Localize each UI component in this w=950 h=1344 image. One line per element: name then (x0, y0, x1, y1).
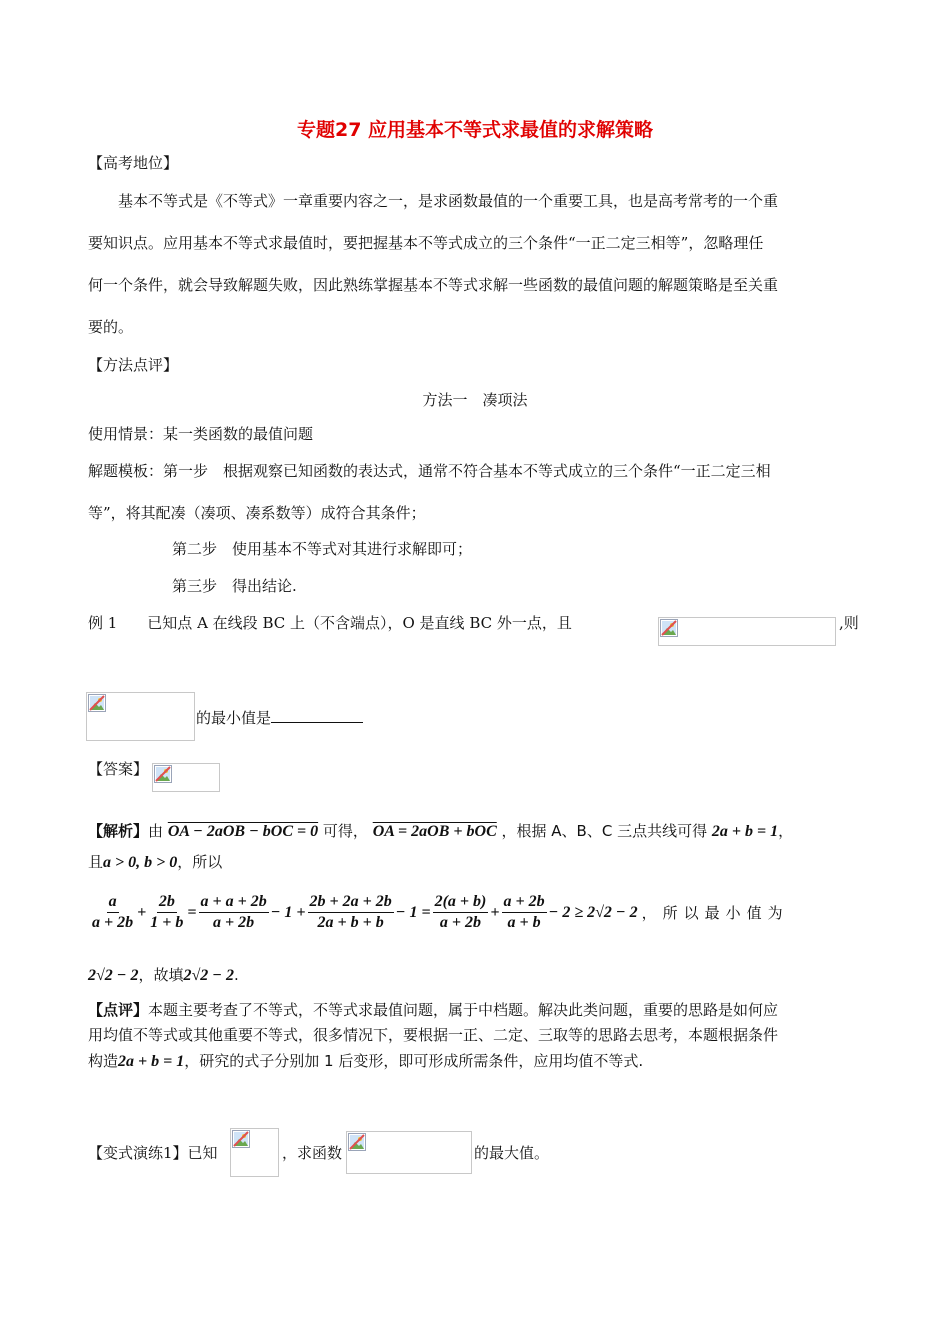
fraction: $\frac{a + a + 2b}{a + 2b}$ (200, 893, 267, 931)
analysis-result (88, 965, 239, 986)
paragraph-line: 基本不等式是《不等式》一章重要内容之一，是求函数最值的一个重要工具，也是高考常考的一个重 (118, 192, 779, 210)
page-title: 专题27 应用基本不等式求最值的求解策略 (296, 119, 654, 141)
answer-blank (271, 707, 363, 723)
example-question (196, 707, 363, 728)
fraction: $\frac{2b}{1 + b}$ (150, 893, 184, 931)
min-value: 2√2 − 2 (88, 967, 139, 984)
section-heading-method: 【方法点评】 (88, 356, 179, 374)
fraction: $\frac{a + 2b}{a + b}$ (503, 893, 545, 931)
analysis-derivation: $\frac{a}{a + 2b}$ + $\frac{2b}{1 + b}$ = $\frac{a + a + 2b}{a + 2b}$ − 1 + $\frac{2b + 2a + 2b}{2a + b + b}$ − 1 = $\frac{2(a + b)}{a + 2b}$ + $\frac{a + 2b}{a + b}$ − 2 ≥ 2√2 − 2 ，所以最小值为 (92, 893, 789, 931)
variant-mid: ，求函数 (282, 1144, 343, 1162)
comment-label: 【点评】 (88, 1001, 149, 1019)
answer-image (152, 763, 220, 792)
text: ， (778, 822, 794, 840)
comment-line-3: 构造2a + b = 1，研究的式子分别加 1 后变形，即可形成所需条件，应用均值不等式. (88, 1052, 644, 1070)
broken-image-icon (232, 1130, 250, 1148)
vector-equation: OA − 2aOB − bOC = 0 (167, 823, 319, 840)
text: 且 (88, 853, 104, 871)
section-heading-gaokao: 【高考地位】 (88, 154, 179, 172)
answer-label: 【答案】 (88, 760, 149, 778)
min-value-text: 的最小值是 (196, 709, 272, 727)
paragraph-line: 要知识点。应用基本不等式求最值时，要把握基本不等式成立的三个条件“一正二定三相等”，忽略理任 (88, 234, 764, 252)
operator: − 1 + (270, 903, 306, 921)
fraction: $\frac{2b + 2a + 2b}{2a + b + b}$ (309, 893, 392, 931)
vector-equation: OA = 2aOB + bOC (372, 823, 497, 840)
inequality: − 2 ≥ 2√2 − 2 (548, 903, 638, 921)
paragraph-line: 要的。 (88, 318, 134, 336)
method-template-line: 解题模板：第一步 根据观察已知函数的表达式，通常不符合基本不等式成立的三个条件“一正二定三相 (88, 462, 771, 480)
text: ，所以最小值为 (641, 904, 789, 922)
method-template-line: 等”，将其配凑（凑项、凑系数等）成符合其条件； (88, 504, 426, 522)
paragraph-line: 何一个条件，就会导致解题失败，因此熟练掌握基本不等式求解一些函数的最值问题的解题策略是至关重 (88, 276, 779, 294)
positivity-condition: a > 0, b > 0 (103, 854, 178, 871)
fraction: $\frac{a}{a + 2b}$ (92, 893, 134, 931)
condition-image (230, 1128, 279, 1177)
method-step-3: 第三步 得出结论. (172, 577, 297, 595)
filled-answer: 2√2 − 2 (183, 967, 234, 984)
analysis-label: 【解析】 (88, 822, 149, 840)
broken-image-icon (154, 765, 172, 783)
comment-line-1: 【点评】本题主要考查了不等式，不等式求最值问题，属于中档题。解决此类问题，重要的思路是如何应 (88, 1001, 779, 1019)
comment-line-2: 用均值不等式或其他重要不等式，很多情况下，要根据一正、二定、三取等的思路去思考，本题根据条件 (88, 1026, 779, 1044)
text: 由 (148, 822, 164, 840)
collinear-condition: 2a + b = 1 (711, 823, 779, 840)
broken-image-icon (348, 1133, 366, 1151)
method-step-2: 第二步 使用基本不等式对其进行求解即可； (172, 540, 473, 558)
method-scenario: 使用情景：某一类函数的最值问题 (88, 425, 314, 443)
text: . (233, 966, 239, 984)
text: ，故填 (138, 966, 184, 984)
expression-image (86, 692, 195, 741)
constructed-condition: 2a + b = 1 (118, 1053, 185, 1070)
broken-image-icon (660, 619, 678, 637)
example-then: ,则 (839, 614, 859, 632)
analysis-line-1 (88, 821, 793, 842)
variant-end: 的最大值。 (474, 1144, 550, 1162)
method-name: 方法一 凑项法 (422, 391, 528, 409)
function-image (346, 1131, 472, 1174)
text: 可得， (322, 822, 368, 840)
text: ，根据 A、B、C 三点共线可得 (501, 822, 708, 840)
variant-label: 【变式演练1】已知 (88, 1144, 218, 1162)
operator: − 1 = (395, 903, 431, 921)
fraction: $\frac{2(a + b)}{a + 2b}$ (434, 893, 487, 931)
text: ，所以 (177, 853, 223, 871)
analysis-line-2 (88, 852, 222, 873)
broken-image-icon (88, 694, 106, 712)
equation-image (658, 617, 836, 646)
example-statement: 例 1 已知点 A 在线段 BC 上（不含端点），O 是直线 BC 外一点，且 (88, 614, 572, 632)
